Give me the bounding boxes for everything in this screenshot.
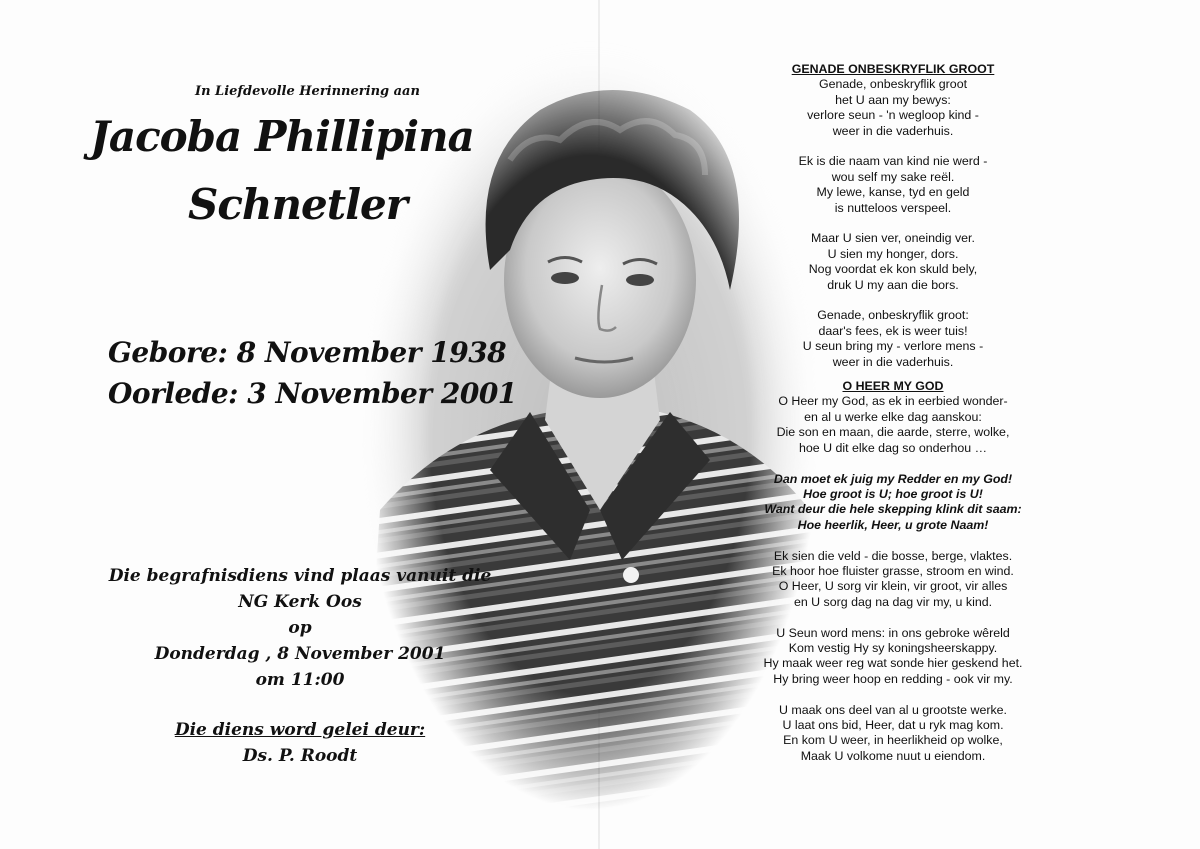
spacer [100,693,500,717]
hymn1-title: GENADE ONBESKRYFLIK GROOT [791,62,995,76]
name-first: Jacoba Phillipina [90,112,474,161]
hymn2-chorus [735,472,1051,534]
service-intro: Die begrafnisdiens vind plaas vanuit die [108,566,492,586]
poem-line: En kom U weer, in heerlikheid op wolke, [783,733,1003,748]
poem-line: Hy maak weer reg wat sonde hier geskend het. [763,656,1023,671]
hymn1-stanza [735,154,1051,216]
poem-line: Genade, onbeskryflik groot: [817,308,969,323]
poem-line: Hoe groot is U; hoe groot is U! [803,486,983,501]
poem-line: Ek sien die veld - die bosse, berge, vlaktes. [773,548,1013,563]
service-time: om 11:00 [255,670,345,690]
poem-line: Ek hoor hoe fluister grasse, stroom en wind. [772,563,1014,578]
poem-line: Die son en maan, die aarde, sterre, wolke, [776,425,1010,440]
poem-line: O Heer, U sorg vir klein, vir groot, vir alles [778,579,1008,594]
birth-date: Gebore: 8 November 1938 [108,336,507,369]
hymns-column [735,62,1051,780]
poem-line: Kom vestig Hy sy koningsheerskappy. [788,640,998,655]
poem-line: U sien my honger, dors. [827,246,959,261]
poem-line: weer in die vaderhuis. [832,354,954,369]
poem-line: Nog voordat ek kon skuld bely, [808,262,978,277]
poem-line: Want deur die hele skepping klink dit saam: [764,502,1022,517]
poem-line: hoe U dit elke dag so onderhou … [798,440,988,455]
poem-line: Hoe heerlik, Heer, u grote Naam! [797,517,989,532]
poem-line: het U aan my bewys: [835,92,951,107]
hymn2-stanza [735,394,1051,456]
poem-line: Genade, onbeskryflik groot [818,77,968,92]
hymn2-stanza [735,626,1051,688]
poem-line: My lewe, kanse, tyd en geld [816,185,970,200]
poem-line: Maar U sien ver, oneindig ver. [811,231,975,246]
poem-line: Hy bring weer hoop en redding - ook vir my. [773,671,1013,686]
hymn1-stanza [735,77,1051,139]
poem-line: U Seun word mens: in ons gebroke wêreld [776,625,1010,640]
life-dates [108,332,517,414]
name-surname: Schnetler [188,180,407,229]
poem-line: en U sorg dag na dag vir my, u kind. [793,594,993,609]
hymn2-stanza [735,703,1051,765]
poem-line: en al u werke elke dag aanskou: [804,409,982,424]
poem-line: druk U my aan die bors. [827,277,959,292]
hymn1-stanza [735,231,1051,293]
poem-line: Ek is die naam van kind nie werd - [798,154,988,169]
poem-line: Dan moet ek juig my Redder en my God! [773,471,1013,486]
service-church: NG Kerk Oos [238,592,362,612]
minister-name: Ds. P. Roodt [242,746,358,766]
poem-line: weer in die vaderhuis. [832,123,954,138]
intro-text: In Liefdevolle Herinnering aan [195,84,420,99]
poem-line: U laat ons bid, Heer, dat u ryk mag kom. [782,717,1004,732]
poem-line: Maak U volkome nuut u eiendom. [800,748,986,763]
poem-line: daar's fees, ek is weer tuis! [818,323,968,338]
service-date: Donderdag , 8 November 2001 [154,644,446,664]
led-by-label: Die diens word gelei deur: [174,720,426,740]
poem-line: verlore seun - 'n wegloop kind - [807,108,979,123]
hymn2-title: O HEER MY GOD [842,379,944,394]
poem-line: wou self my sake reël. [831,169,955,184]
death-date: Oorlede: 3 November 2001 [108,377,517,410]
poem-line: U seun bring my - verlore mens - [802,339,984,354]
poem-line: is nutteloos verspeel. [834,200,952,215]
service-details [100,563,500,769]
hymn2-stanza [735,549,1051,611]
poem-line: U maak ons deel van al u grootste werke. [779,702,1007,717]
service-on: op [288,618,312,638]
hymn1-stanza [735,308,1051,370]
poem-line: O Heer my God, as ek in eerbied wonder- [778,394,1008,409]
